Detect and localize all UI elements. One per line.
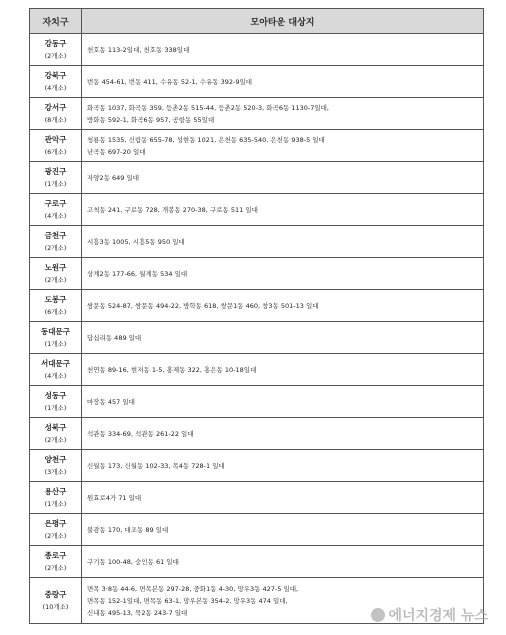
district-cell	[30, 34, 82, 66]
table-row	[30, 546, 484, 578]
target-area-cell	[82, 546, 484, 578]
target-area-line: 자양2동 649 일대	[87, 173, 140, 182]
target-area-line: 원효로4가 71 일대	[87, 493, 142, 502]
district-site-count: (4개소)	[44, 211, 67, 220]
district-cell	[30, 98, 82, 130]
target-area-line: 난곡동 697-20 일대	[87, 147, 146, 156]
watermark-text: 에너지경제 뉴스	[388, 608, 488, 624]
district-name: 종로구	[44, 550, 67, 560]
target-area-line: 신월동 173, 신월동 102-33, 목4동 728-1 일대	[87, 461, 225, 470]
target-area-cell	[82, 386, 484, 418]
district-cell	[30, 130, 82, 162]
district-site-count: (2개소)	[44, 51, 67, 60]
table-row	[30, 66, 484, 98]
district-site-count: (2개소)	[44, 243, 67, 252]
target-area-line: 불광동 170, 대조동 89 일대	[87, 525, 169, 534]
table-header-row	[30, 9, 484, 34]
target-area-line: 번동 454-61, 번동 411, 수유동 52-1, 수유동 392-9일대	[87, 77, 253, 86]
district-cell	[30, 354, 82, 386]
table-body	[30, 34, 484, 624]
district-cell	[30, 194, 82, 226]
district-name: 구로구	[44, 198, 67, 208]
logo-icon	[371, 608, 385, 622]
target-area-line: 천호동 113-2일대, 천호동 338일대	[87, 45, 190, 54]
district-cell	[30, 162, 82, 194]
target-area-cell	[82, 258, 484, 290]
district-cell	[30, 386, 82, 418]
district-site-count: (2개소)	[44, 531, 67, 540]
table-row	[30, 290, 484, 322]
target-area-cell	[82, 450, 484, 482]
table-row	[30, 194, 484, 226]
table-row	[30, 226, 484, 258]
district-cell	[30, 226, 82, 258]
district-cell	[30, 66, 82, 98]
table-row	[30, 98, 484, 130]
table-row	[30, 34, 484, 66]
district-name: 동대문구	[41, 326, 70, 336]
target-area-line: 시흥3동 1005, 시흥5동 950 일대	[87, 237, 185, 246]
header-district: 자치구	[30, 9, 82, 34]
district-site-count: (1개소)	[44, 403, 67, 412]
target-area-cell	[82, 226, 484, 258]
target-area-cell	[82, 194, 484, 226]
district-name: 강동구	[44, 38, 67, 48]
district-cell	[30, 546, 82, 578]
district-site-count: (2개소)	[44, 563, 67, 572]
district-name: 서대문구	[41, 358, 70, 368]
district-cell	[30, 418, 82, 450]
target-area-line: 마장동 457 일대	[87, 397, 135, 406]
district-site-count: (2개소)	[44, 435, 67, 444]
table-row	[30, 482, 484, 514]
table-row	[30, 322, 484, 354]
target-area-cell	[82, 354, 484, 386]
district-name: 강서구	[44, 102, 67, 112]
table-row	[30, 258, 484, 290]
table-row	[30, 162, 484, 194]
target-area-cell	[82, 162, 484, 194]
target-area-cell	[82, 98, 484, 130]
district-site-count: (8개소)	[44, 115, 67, 124]
target-area-cell	[82, 482, 484, 514]
district-name: 성북구	[44, 422, 67, 432]
target-area-line: 쌍문동 524-87, 쌍문동 494-22, 방학동 618, 쌍문1동 460, 창3동 501-13 일대	[87, 301, 319, 310]
target-area-line: 방화동 592-1, 화곡6동 957, 공항동 55일대	[87, 115, 215, 124]
district-name: 금천구	[44, 230, 67, 240]
district-cell	[30, 258, 82, 290]
district-cell	[30, 578, 82, 624]
district-site-count: (2개소)	[44, 275, 67, 284]
district-name: 은평구	[44, 518, 67, 528]
district-name: 양천구	[44, 454, 67, 464]
table-row	[30, 418, 484, 450]
district-cell	[30, 322, 82, 354]
district-site-count: (4개소)	[44, 371, 67, 380]
district-site-count: (10개소)	[42, 602, 69, 611]
target-area-line: 면목 3·8동 44-6, 면목본동 297-28, 중화1동 4-30, 망우3동 427-5 일대,	[87, 584, 299, 593]
district-site-count: (6개소)	[44, 307, 67, 316]
target-area-table	[29, 8, 484, 624]
target-area-cell	[82, 130, 484, 162]
target-area-line: 석관동 334-69, 석관동 261-22 일대	[87, 429, 194, 438]
district-name: 도봉구	[44, 294, 67, 304]
table-row	[30, 386, 484, 418]
target-area-line: 고척동 241, 구로동 728, 개봉동 270-38, 구로동 511 일대	[87, 205, 258, 214]
district-name: 노원구	[44, 262, 67, 272]
district-site-count: (1개소)	[44, 499, 67, 508]
target-area-cell	[82, 66, 484, 98]
district-cell	[30, 450, 82, 482]
table-row	[30, 450, 484, 482]
district-name: 광진구	[44, 166, 67, 176]
district-name: 용산구	[44, 486, 67, 496]
target-area-cell	[82, 34, 484, 66]
table-row	[30, 514, 484, 546]
table-row	[30, 130, 484, 162]
district-name: 관악구	[44, 134, 67, 144]
target-area-cell	[82, 290, 484, 322]
district-cell	[30, 290, 82, 322]
header-target-areas: 모아타운 대상지	[82, 9, 484, 34]
target-area-cell	[82, 322, 484, 354]
district-site-count: (4개소)	[44, 83, 67, 92]
target-area-line: 화곡동 1037, 화곡동 359, 등촌2동 515-44, 등촌2동 520-3, 화곡6동 1130-7일대,	[87, 103, 329, 112]
district-name: 중랑구	[44, 589, 67, 599]
target-area-line: 상계2동 177-66, 월계동 534 일대	[87, 269, 188, 278]
district-cell	[30, 514, 82, 546]
district-cell	[30, 482, 82, 514]
target-area-cell	[82, 418, 484, 450]
table-row	[30, 354, 484, 386]
target-area-line: 신내동 495-13, 묵2동 243-7 일대	[87, 608, 188, 617]
watermark	[371, 605, 488, 625]
target-area-line: 면목동 152-1일대, 면목동 63-1, 망우본동 354-2, 망우3동 474 일대,	[87, 596, 288, 605]
target-area-cell	[82, 514, 484, 546]
target-area-line: 구기동 100-48, 숭인동 61 일대	[87, 557, 179, 566]
target-area-line: 천연동 89-16, 현저동 1-5, 홍제동 322, 홍은동 10-18일대	[87, 365, 257, 374]
target-area-line: 청룡동 1535, 신림동 655-78, 성현동 1021, 은천동 635-540, 은천동 938-5 일대	[87, 135, 325, 144]
district-site-count: (3개소)	[44, 467, 67, 476]
district-name: 강북구	[44, 70, 67, 80]
district-site-count: (1개소)	[44, 179, 67, 188]
district-name: 성동구	[44, 390, 67, 400]
target-area-line: 답십리동 489 일대	[87, 333, 142, 342]
district-site-count: (6개소)	[44, 147, 67, 156]
district-site-count: (1개소)	[44, 339, 67, 348]
